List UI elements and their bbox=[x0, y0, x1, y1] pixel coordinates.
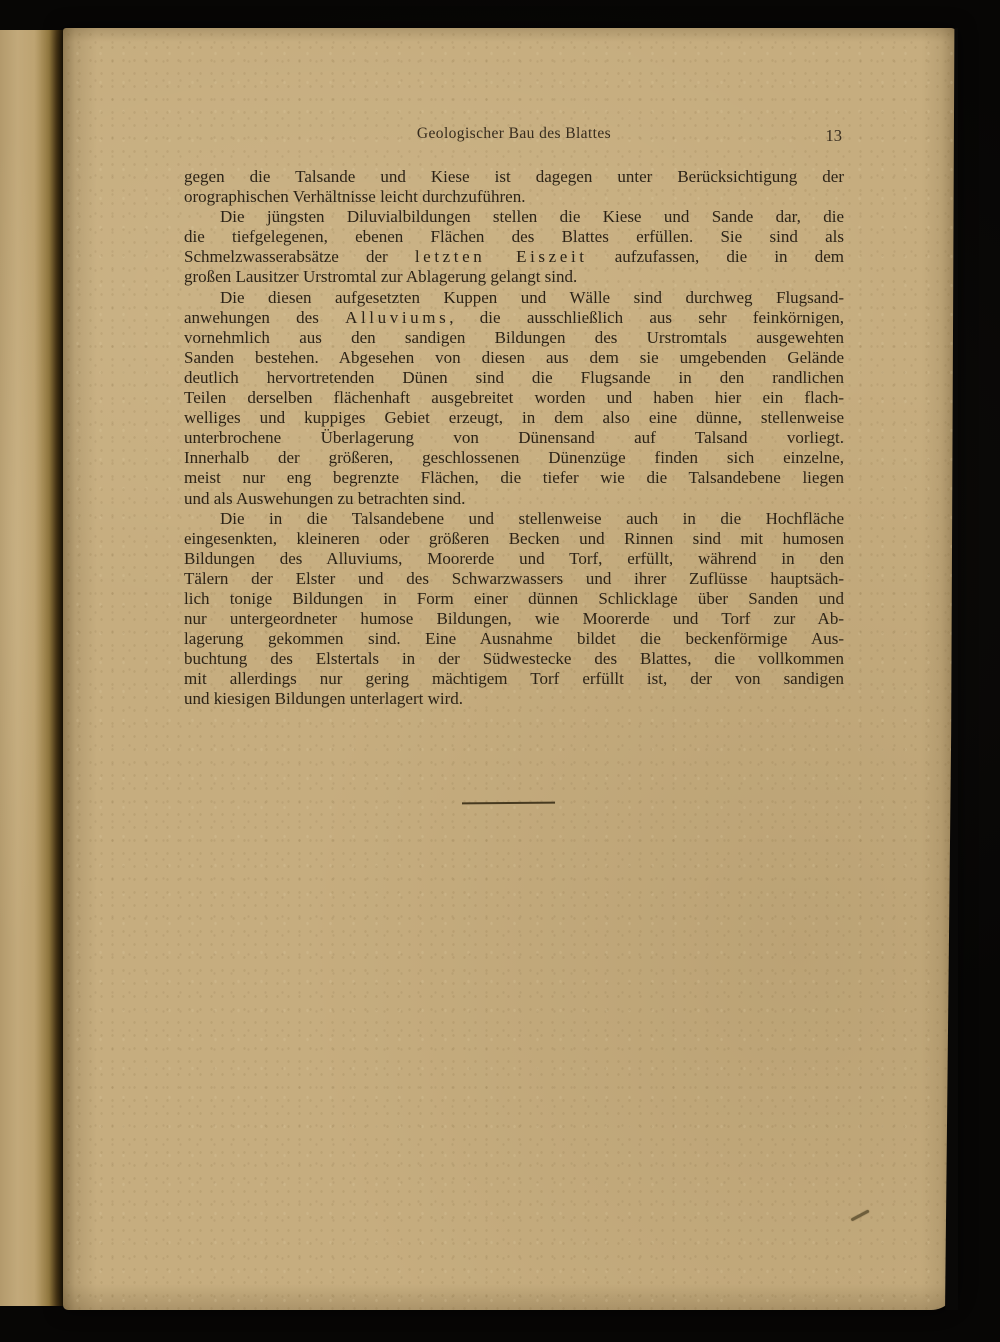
text-segment: Teilen derselben flächenhaft ausgebreitet worden und haben hier ein flach- bbox=[184, 388, 844, 408]
text-segment: orographischen Verhältnisse leicht durchzuführen. bbox=[184, 187, 526, 207]
text-segment: aufzufassen, die in dem bbox=[587, 247, 844, 267]
text-segment: deutlich hervortretenden Dünen sind die Flugsande in den randlichen bbox=[184, 367, 844, 387]
running-head bbox=[184, 125, 844, 147]
text-segment: eingesenkten, kleineren oder größeren Becken und Rinnen sind mit humosen bbox=[184, 528, 844, 548]
section-divider bbox=[462, 802, 555, 805]
text-segment: anwehungen des bbox=[184, 307, 346, 327]
text-line bbox=[184, 609, 844, 629]
text-segment: Schmelzwasserabsätze der bbox=[184, 247, 415, 267]
page-number: 13 bbox=[825, 126, 842, 145]
text-line bbox=[184, 589, 844, 609]
text-line bbox=[184, 308, 844, 328]
text-segment: buchtung des Elstertals in der Südwestecke des Blattes, die vollkommen bbox=[184, 649, 844, 669]
text-line bbox=[184, 408, 844, 428]
text-segment: nur untergeordneter humose Bildungen, wie Moorerde und Torf zur Ab- bbox=[184, 609, 844, 629]
pen-mark bbox=[851, 1209, 870, 1221]
text-line bbox=[184, 328, 844, 348]
text-line bbox=[184, 669, 844, 689]
text-line bbox=[184, 167, 844, 187]
text-line bbox=[184, 368, 844, 388]
book-page bbox=[63, 28, 957, 1310]
text-line bbox=[184, 509, 844, 529]
text-line bbox=[184, 187, 844, 207]
facing-page-edge bbox=[0, 30, 63, 1306]
text-segment: Innerhalb der größeren, geschlossenen Dünenzüge finden sich einzelne, bbox=[184, 448, 844, 468]
text-segment: die tiefgelegenen, ebenen Flächen des Blattes erfüllen. Sie sind als bbox=[184, 227, 844, 247]
text-block bbox=[184, 167, 844, 710]
page-edge-shadow bbox=[940, 28, 958, 1310]
text-line bbox=[184, 388, 844, 408]
text-segment: Die jüngsten Diluvialbildungen stellen die Kiese und Sande dar, die bbox=[220, 207, 844, 227]
text-segment: unterbrochene Überlagerung von Dünensand auf Talsand vorliegt. bbox=[184, 428, 844, 448]
text-line bbox=[184, 348, 844, 368]
running-title: Geologischer Bau des Blattes bbox=[416, 125, 612, 142]
text-segment: gegen die Talsande und Kiese ist dagegen unter Berücksichtigung der bbox=[184, 167, 844, 186]
text-line bbox=[184, 288, 844, 308]
text-line bbox=[184, 247, 844, 267]
text-line bbox=[184, 529, 844, 549]
text-segment: Die in die Talsandebene und stellenweise auch in die Hochfläche bbox=[220, 508, 844, 528]
text-line bbox=[184, 468, 844, 488]
text-segment: großen Lausitzer Urstromtal zur Ablagerung gelangt sind. bbox=[184, 267, 578, 287]
text-segment: mit allerdings nur gering mächtigem Torf erfüllt ist, der von sandigen bbox=[184, 669, 844, 689]
text-line bbox=[184, 267, 844, 287]
letterspaced-text: Alluviums bbox=[345, 307, 450, 327]
text-segment: Die diesen aufgesetzten Kuppen und Wälle sind durchweg Flugsand- bbox=[220, 287, 844, 307]
text-segment: vornehmlich aus den sandigen Bildungen des Urstromtals ausgewehten bbox=[184, 327, 844, 347]
text-line bbox=[184, 227, 844, 247]
text-segment: lagerung gekommen sind. Eine Ausnahme bildet die beckenförmige Aus- bbox=[184, 629, 844, 649]
text-segment: und kiesigen Bildungen unterlagert wird. bbox=[184, 689, 464, 709]
text-line bbox=[184, 549, 844, 569]
text-line bbox=[184, 689, 844, 709]
text-line bbox=[184, 489, 844, 509]
text-segment: , die ausschließlich aus sehr feinkörnigen, bbox=[449, 307, 844, 327]
text-segment: lich tonige Bildungen in Form einer dünnen Schlicklage über Sanden und bbox=[184, 588, 844, 608]
text-line bbox=[184, 428, 844, 448]
text-segment: Sanden bestehen. Abgesehen von diesen aus dem sie umgebenden Gelände bbox=[184, 347, 844, 367]
text-line bbox=[184, 448, 844, 468]
text-segment: meist nur eng begrenzte Flächen, die tiefer wie die Talsandebene liegen bbox=[184, 468, 844, 488]
text-segment: welliges und kuppiges Gebiet erzeugt, in dem also eine dünne, stellenweise bbox=[184, 408, 844, 428]
text-segment: und als Auswehungen zu betrachten sind. bbox=[184, 488, 466, 508]
text-segment: Bildungen des Alluviums, Moorerde und Torf, erfüllt, während in den bbox=[184, 548, 844, 568]
text-line bbox=[184, 649, 844, 669]
text-line bbox=[184, 569, 844, 589]
letterspaced-text: letzten Eiszeit bbox=[414, 247, 588, 267]
text-line bbox=[184, 207, 844, 227]
text-line bbox=[184, 629, 844, 649]
text-segment: Tälern der Elster und des Schwarzwassers und ihrer Zuflüsse hauptsäch- bbox=[184, 568, 844, 588]
